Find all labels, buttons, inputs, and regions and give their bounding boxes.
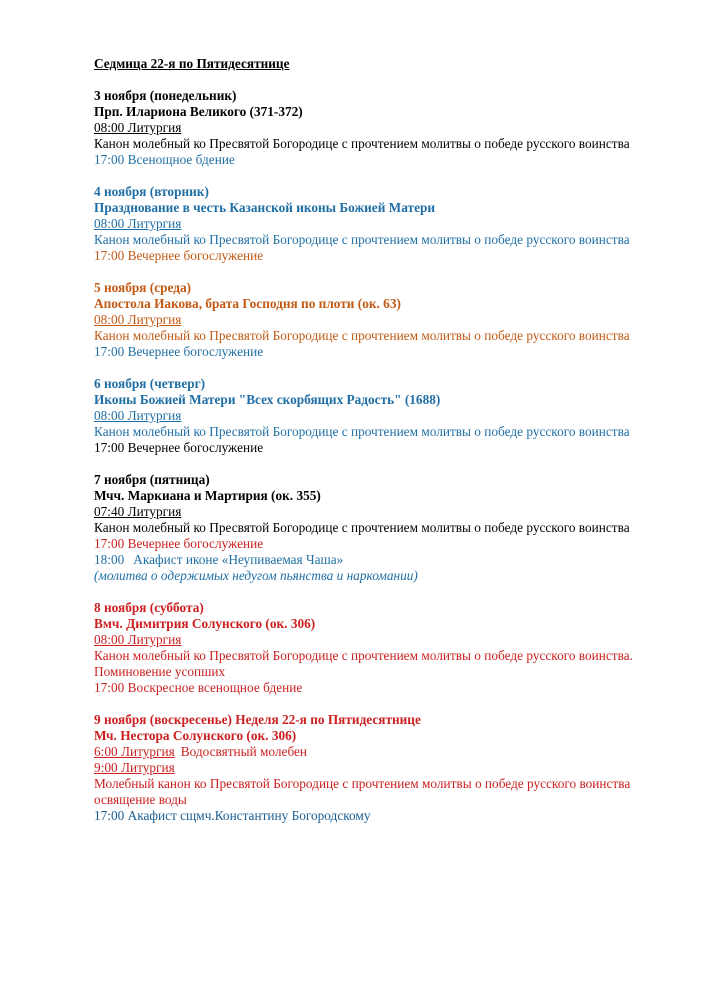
liturgy-time: 08:00 Литургия	[94, 408, 182, 423]
day-date: 6 ноября (четверг)	[94, 376, 206, 391]
day-date: 8 ноября (суббота)	[94, 600, 204, 615]
page-title: Седмица 22-я по Пятидесятнице	[94, 56, 290, 71]
canon-text: Канон молебный ко Пресвятой Богородице с прочтением молитвы о победе русского воинства	[94, 232, 630, 247]
day-feast: Иконы Божией Матери "Всех скорбящих Радость" (1688)	[94, 392, 441, 407]
early-liturgy-time: 6:00 Литургия	[94, 744, 175, 759]
day-feast: Мчч. Маркиана и Мартирия (ок. 355)	[94, 488, 321, 503]
canon-text: Канон молебный ко Пресвятой Богородице с прочтением молитвы о победе русского воинства	[94, 520, 630, 535]
day-date: 3 ноября (понедельник)	[94, 88, 237, 103]
evening-service: 17:00 Вечернее богослужение	[94, 248, 264, 263]
day-monday	[94, 88, 654, 168]
akathist-text: Акафист иконе «Неупиваемая Чаша»	[133, 552, 344, 567]
canon-text: Канон молебный ко Пресвятой Богородице с прочтением молитвы о победе русского воинства	[94, 424, 630, 439]
day-date: 9 ноября (воскресенье) Неделя 22-я по Пятидесятнице	[94, 712, 421, 727]
canon-text: Канон молебный ко Пресвятой Богородице с прочтением молитвы о победе русского воинства. Поминовение усопших	[94, 648, 633, 679]
liturgy-time: 08:00 Литургия	[94, 632, 182, 647]
day-thursday	[94, 376, 654, 456]
day-date: 4 ноября (вторник)	[94, 184, 209, 199]
liturgy-time: 07:40 Литургия	[94, 504, 182, 519]
day-friday	[94, 472, 654, 584]
day-tuesday	[94, 184, 654, 264]
evening-service: 17:00 Воскресное всенощное бдение	[94, 680, 303, 695]
day-date: 5 ноября (среда)	[94, 280, 192, 295]
day-date: 7 ноября (пятница)	[94, 472, 210, 487]
day-feast: Мч. Нестора Солунского (ок. 306)	[94, 728, 297, 743]
evening-service: 17:00 Вечернее богослужение	[94, 440, 264, 455]
canon-text: Молебный канон ко Пресвятой Богородице с прочтением молитвы о победе русского воинства освящение воды	[94, 776, 631, 807]
liturgy-time: 08:00 Литургия	[94, 312, 182, 327]
day-feast: Празднование в честь Казанской иконы Божией Матери	[94, 200, 436, 215]
evening-service: 17:00 Акафист сщмч.Константину Богородскому	[94, 808, 371, 823]
evening-service: 17:00 Всенощное бдение	[94, 152, 235, 167]
day-feast: Апостола Иакова, брата Господня по плоти (ок. 63)	[94, 296, 401, 311]
schedule-document	[94, 56, 654, 840]
canon-text: Канон молебный ко Пресвятой Богородице с прочтением молитвы о победе русского воинства	[94, 136, 630, 151]
liturgy-time: 08:00 Литургия	[94, 216, 182, 231]
evening-service: 17:00 Вечернее богослужение	[94, 344, 264, 359]
early-liturgy-line	[94, 744, 654, 760]
akathist-time: 18:00	[94, 552, 125, 567]
day-sunday	[94, 712, 654, 824]
day-feast: Прп. Илариона Великого (371-372)	[94, 104, 303, 119]
akathist-note: (молитва о одержимых недугом пьянства и наркомании)	[94, 568, 418, 583]
evening-service: 17:00 Вечернее богослужение	[94, 536, 264, 551]
liturgy-time: 08:00 Литургия	[94, 120, 182, 135]
water-blessing: Водосвятный молебен	[180, 744, 308, 759]
day-feast: Вмч. Димитрия Солунского (ок. 306)	[94, 616, 316, 631]
canon-text: Канон молебный ко Пресвятой Богородице с прочтением молитвы о победе русского воинства	[94, 328, 630, 343]
day-saturday	[94, 600, 654, 696]
day-wednesday	[94, 280, 654, 360]
akathist-line	[94, 552, 654, 568]
liturgy-time: 9:00 Литургия	[94, 760, 175, 775]
